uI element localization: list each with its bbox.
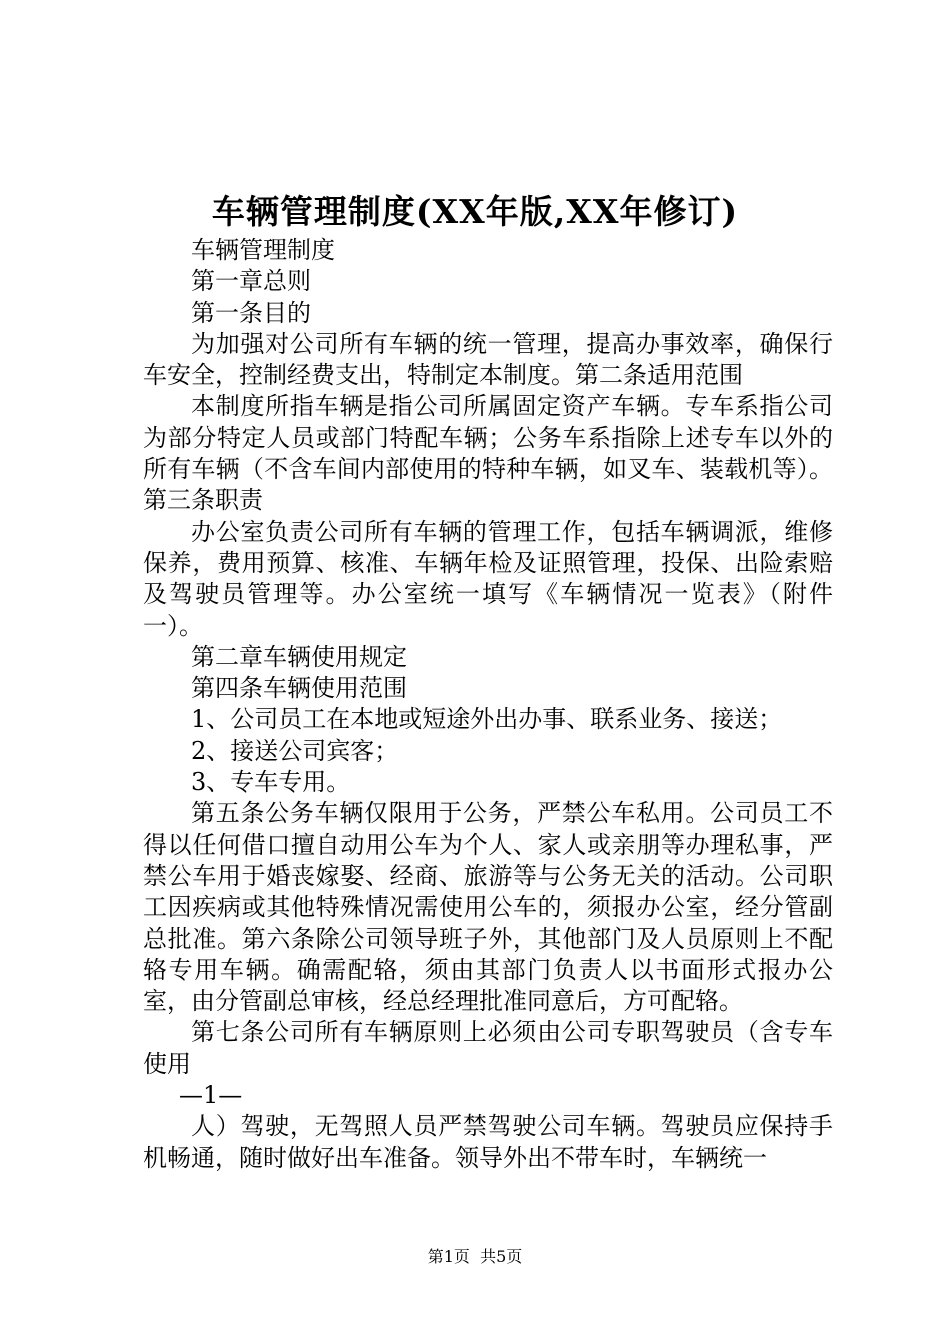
paragraph: 2、接送公司宾客； [191,736,399,765]
paragraph: 第四条车辆使用范围 [191,674,407,703]
paragraph: 1、公司员工在本地或短途外出办事、联系业务、接送； [191,705,783,734]
paragraph: 第一章总则 [191,267,311,296]
paragraph: 车辆管理制度 [191,236,335,264]
paragraph: 3、专车专用。 [191,768,351,797]
document-body [143,235,833,1174]
inline-page-marker: —1— [179,1081,243,1110]
paragraph: 本制度所指车辆是指公司所属固定资产车辆。专车系指公司为部分特定人员或部门特配车辆；公务车系指除上述专车以外的所有车辆（不含车间内部使用的特种车辆，如叉车、装载机等）。第三条职责 [143,392,833,515]
paragraph: 第五条公务车辆仅限用于公务，严禁公车私用。公司员工不得以任何借口擅自动用公车为个人、家人或亲朋等办理私事，严禁公车用于婚丧嫁娶、经商、旅游等与公务无关的活动。公司职工因疾病或其他特殊情况需使用公车的，须报办公室，经分管副总批准。第六条除公司领导班子外，其他部门及人员原则上不配辂专用车辆。确需配辂，须由其部门负责人以书面形式报办公室，由分管副总审核，经总经理批准同意后，方可配辂。 [143,799,833,1016]
document-title: 车辆管理制度(XX年版,XX年修订) [211,192,739,231]
paragraph: 第二章车辆使用规定 [191,642,407,671]
paragraph: 人）驾驶，无驾照人员严禁驾驶公司车辆。驾驶员应保持手机畅通，随时做好出车准备。领导外出不带车时，车辆统一 [143,1112,833,1172]
paragraph: 办公室负责公司所有车辆的管理工作，包括车辆调派，维修保养，费用预算、核准、车辆年检及证照管理，投保、出险索赔及驾驶员管理等。办公室统一填写《车辆情况一览表》（附件一）。 [143,517,833,640]
paragraph: 为加强对公司所有车辆的统一管理，提高办事效率，确保行车安全，控制经费支出，特制定本制度。第二条适用范围 [143,329,833,390]
page-footer: 第1页 共5页 [427,1247,523,1266]
paragraph: 第一条目的 [191,298,311,327]
paragraph: 第七条公司所有车辆原则上必须由公司专职驾驶员（含专车使用 [143,1018,833,1078]
